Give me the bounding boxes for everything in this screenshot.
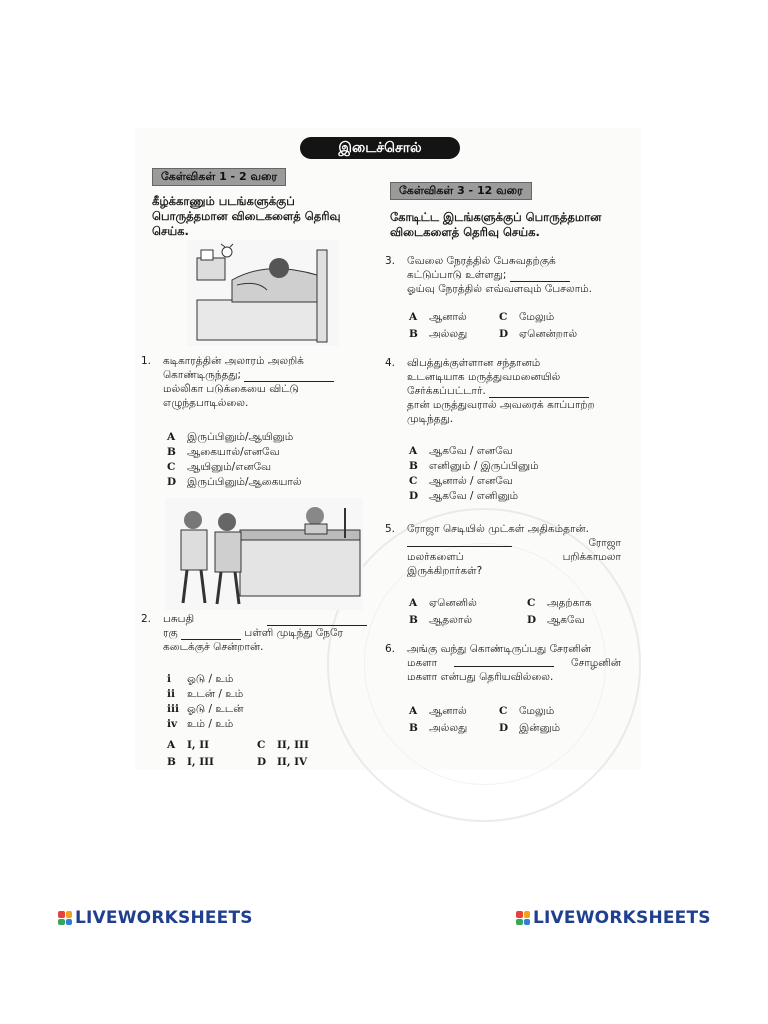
question-number: 3. — [385, 255, 396, 267]
q1-line4: எழுந்தபாடில்லை. — [163, 397, 249, 409]
option-b[interactable]: B அல்லது — [409, 328, 468, 340]
liveworksheets-logo-right[interactable] — [516, 908, 711, 928]
question-3 — [385, 254, 621, 296]
q5-line2: ரோஜா — [588, 537, 621, 549]
question-6 — [385, 642, 621, 684]
option-a[interactable]: A ஆனால் — [409, 705, 467, 717]
q6-options — [409, 704, 589, 736]
option-a[interactable]: A ஆனால் — [409, 311, 467, 323]
option-c[interactable]: C ஆயினும்/எனவே — [167, 461, 272, 473]
section2-label: கேள்விகள் 3 - 12 வரை — [390, 182, 532, 200]
option-a[interactable]: A I, II — [167, 739, 210, 751]
choice-iii: iii ஓடு / உடன் — [167, 703, 244, 715]
q6-line3: மகளா என்பது தெரியவில்லை. — [407, 671, 554, 683]
option-d[interactable]: D ஏனென்றால் — [499, 328, 578, 340]
option-b[interactable]: B அல்லது — [409, 722, 468, 734]
option-a[interactable]: A இருப்பினும்/ஆயினும் — [167, 431, 294, 443]
option-c[interactable]: C II, III — [257, 739, 309, 751]
q6-line1: அங்கு வந்து கொண்டிருப்பது சேரனின் — [407, 643, 592, 655]
sleeping-girl-illustration — [187, 240, 339, 346]
q2-line3: கடைக்குச் சென்றான். — [163, 641, 264, 653]
question-number: 5. — [385, 523, 396, 535]
q5-line3a: மலர்களைப் — [407, 551, 464, 563]
q4-line2: உடனடியாக மருத்துவமனையில் — [407, 371, 561, 383]
answer-blank[interactable] — [454, 656, 554, 667]
option-b[interactable]: B I, III — [167, 756, 214, 768]
q4-options — [409, 444, 609, 504]
answer-blank[interactable] — [267, 615, 367, 626]
question-number: 4. — [385, 357, 396, 369]
q4-line5: முடிந்தது. — [407, 413, 454, 425]
q3-line3: ஓய்வு நேரத்தில் எவ்வளவும் பேசலாம். — [407, 283, 592, 295]
q6-line2b: சோழனின் — [571, 657, 621, 669]
option-c[interactable]: C அதற்காக — [527, 597, 592, 609]
logo-text: LIVEWORKSHEETS — [75, 908, 253, 928]
option-c[interactable]: C ஆனால் / எனவே — [409, 475, 513, 487]
question-number: 2. — [141, 613, 152, 625]
option-d[interactable]: D ஆகவே / எனினும் — [409, 490, 519, 502]
q4-line1: விபத்துக்குள்ளான சந்தானம் — [407, 357, 541, 369]
question-1 — [141, 354, 371, 410]
answer-blank[interactable] — [244, 371, 334, 382]
option-a[interactable]: A ஆகவே / எனவே — [409, 445, 513, 457]
liveworksheets-icon — [516, 911, 530, 925]
q5-line4: இருக்கிறார்கள்? — [407, 565, 483, 577]
q5-line3b: பறிக்காமலா — [562, 551, 621, 563]
answer-blank[interactable] — [407, 536, 512, 547]
q6-line2a: மகளா — [407, 657, 438, 669]
option-b[interactable]: B ஆதலால் — [409, 614, 473, 626]
q1-line1: கடிகாரத்தின் அலாரம் அலறிக் — [163, 355, 304, 367]
choice-i: i ஓடு / உம் — [167, 673, 234, 685]
q4-line3: சேர்க்கப்பட்டார். — [407, 385, 486, 397]
q1-options — [167, 430, 367, 490]
q1-line3: மல்லிகா படுக்கையை விட்டு — [163, 383, 299, 395]
q2-line1: பசுபதி — [163, 613, 195, 625]
question-number: 1. — [141, 355, 152, 367]
liveworksheets-icon — [58, 911, 72, 925]
shop-counter-illustration — [165, 498, 363, 610]
q1-line2: கொண்டிருந்தது; — [163, 369, 242, 381]
option-d[interactable]: D II, IV — [257, 756, 308, 768]
worksheet-title: இடைச்சொல் — [300, 137, 460, 159]
question-4 — [385, 356, 621, 426]
option-b[interactable]: B எனினும் / இருப்பினும் — [409, 460, 539, 472]
option-a[interactable]: A ஏனெனில் — [409, 597, 477, 609]
option-d[interactable]: D இன்னும் — [499, 722, 561, 734]
answer-blank[interactable] — [181, 629, 241, 640]
q2-options — [167, 738, 347, 770]
q2-roman-choices — [167, 672, 367, 732]
question-2 — [141, 612, 375, 654]
logo-text: LIVEWORKSHEETS — [533, 908, 711, 928]
worksheet-page — [135, 128, 641, 770]
choice-ii: ii உடன் / உம் — [167, 688, 244, 700]
q3-line2: கட்டுப்பாடு உள்ளது; — [407, 269, 507, 281]
section1-instruction: கீழ்க்காணும் படங்களுக்குப் பொருத்தமான விடைகளைத் தெரிவு செய்க. — [152, 194, 341, 238]
option-b[interactable]: B ஆகையால்/எனவே — [167, 446, 280, 458]
q3-line1: வேலை நேரத்தில் பேசுவதற்குக் — [407, 255, 556, 267]
q2-line2a: ரகு — [163, 627, 178, 639]
q2-line2b: பள்ளி முடிந்து நேரே — [244, 627, 343, 639]
option-c[interactable]: C மேலும் — [499, 705, 555, 717]
choice-iv: iv உம் / உம் — [167, 718, 234, 730]
option-c[interactable]: C மேலும் — [499, 311, 555, 323]
q5-line1: ரோஜா செடியில் முட்கள் அதிகம்தான். — [407, 523, 589, 535]
liveworksheets-logo-left[interactable] — [58, 908, 253, 928]
q4-line4: தான் மருத்துவரால் அவரைக் காப்பாற்ற — [407, 399, 595, 411]
option-d[interactable]: D ஆகவே — [527, 614, 585, 626]
answer-blank[interactable] — [489, 387, 589, 398]
option-d[interactable]: D இருப்பினும்/ஆகையால் — [167, 476, 302, 488]
section1-label: கேள்விகள் 1 - 2 வரை — [152, 168, 286, 186]
question-number: 6. — [385, 643, 396, 655]
answer-blank[interactable] — [510, 271, 570, 282]
section2-instruction: கோடிட்ட இடங்களுக்குப் பொருத்தமான விடைகளைத் தெரிவு செய்க. — [390, 210, 602, 239]
question-5 — [385, 522, 621, 578]
q5-options — [409, 596, 617, 628]
q3-options — [409, 310, 589, 342]
